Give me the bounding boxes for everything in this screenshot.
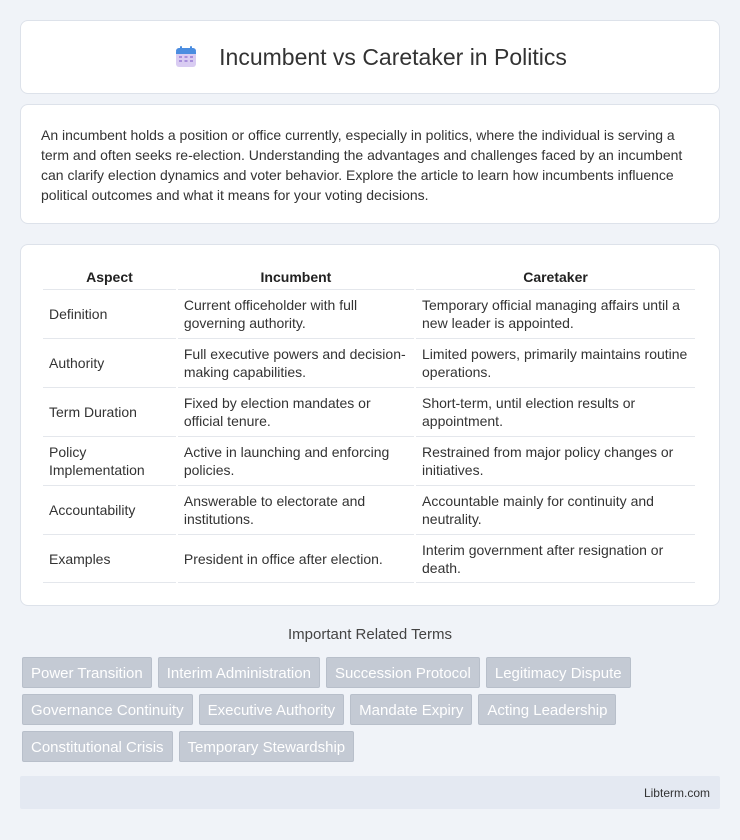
table-header-row bbox=[43, 265, 695, 289]
row-incumbent: Full executive powers and decision-making capabilities. bbox=[178, 338, 414, 387]
row-incumbent: Active in launching and enforcing policies. bbox=[178, 436, 414, 485]
row-aspect: Authority bbox=[43, 338, 176, 387]
table-row bbox=[43, 387, 695, 436]
row-incumbent: Fixed by election mandates or official tenure. bbox=[178, 387, 414, 436]
row-caretaker: Temporary official managing affairs until a new leader is appointed. bbox=[416, 289, 695, 338]
table-row bbox=[43, 436, 695, 485]
row-aspect: Accountability bbox=[43, 485, 176, 534]
related-terms-list bbox=[22, 657, 722, 768]
related-term-tag[interactable]: Succession Protocol bbox=[326, 657, 480, 688]
related-term-tag[interactable]: Legitimacy Dispute bbox=[486, 657, 631, 688]
row-aspect: Examples bbox=[43, 534, 176, 583]
page-header bbox=[20, 20, 720, 94]
row-aspect: Definition bbox=[43, 289, 176, 338]
related-term-tag[interactable]: Constitutional Crisis bbox=[22, 731, 173, 762]
row-caretaker: Restrained from major policy changes or initiatives. bbox=[416, 436, 695, 485]
related-term-tag[interactable]: Power Transition bbox=[22, 657, 152, 688]
related-term-tag[interactable]: Mandate Expiry bbox=[350, 694, 472, 725]
related-term-tag[interactable]: Acting Leadership bbox=[478, 694, 616, 725]
related-term-tag[interactable]: Executive Authority bbox=[199, 694, 345, 725]
column-header-incumbent: Incumbent bbox=[260, 269, 332, 285]
row-aspect: Policy Implementation bbox=[43, 436, 176, 485]
row-caretaker: Short-term, until election results or appointment. bbox=[416, 387, 695, 436]
related-terms-title: Important Related Terms bbox=[288, 626, 452, 643]
table-row bbox=[43, 534, 695, 583]
table-row bbox=[43, 289, 695, 338]
related-term-tag[interactable]: Governance Continuity bbox=[22, 694, 193, 725]
table-row bbox=[43, 338, 695, 387]
row-caretaker: Limited powers, primarily maintains routine operations. bbox=[416, 338, 695, 387]
calendar-icon bbox=[173, 44, 199, 70]
table-row bbox=[43, 485, 695, 534]
column-header-aspect: Aspect bbox=[86, 269, 133, 285]
intro-text: An incumbent holds a position or office currently, especially in politics, where the individual is serving a term and often seeks re-election. Understanding the advantages and challenges faced by an incumbent can clarify election dynamics and voter behavior. Explore the article to learn how incumbents influence political outcomes and what it means for your voting decisions. bbox=[41, 127, 683, 203]
row-incumbent: President in office after election. bbox=[178, 534, 414, 583]
row-incumbent: Answerable to electorate and institutions. bbox=[178, 485, 414, 534]
related-term-tag[interactable]: Interim Administration bbox=[158, 657, 320, 688]
row-caretaker: Accountable mainly for continuity and neutrality. bbox=[416, 485, 695, 534]
footer bbox=[20, 776, 720, 809]
row-aspect: Term Duration bbox=[43, 387, 176, 436]
row-caretaker: Interim government after resignation or death. bbox=[416, 534, 695, 583]
footer-site-link[interactable]: Libterm.com bbox=[643, 786, 710, 800]
comparison-section bbox=[20, 244, 720, 606]
comparison-table bbox=[41, 265, 697, 583]
related-term-tag[interactable]: Temporary Stewardship bbox=[179, 731, 355, 762]
row-incumbent: Current officeholder with full governing authority. bbox=[178, 289, 414, 338]
page-title: Incumbent vs Caretaker in Politics bbox=[219, 43, 567, 70]
intro-section bbox=[20, 104, 720, 224]
column-header-caretaker: Caretaker bbox=[523, 269, 588, 285]
